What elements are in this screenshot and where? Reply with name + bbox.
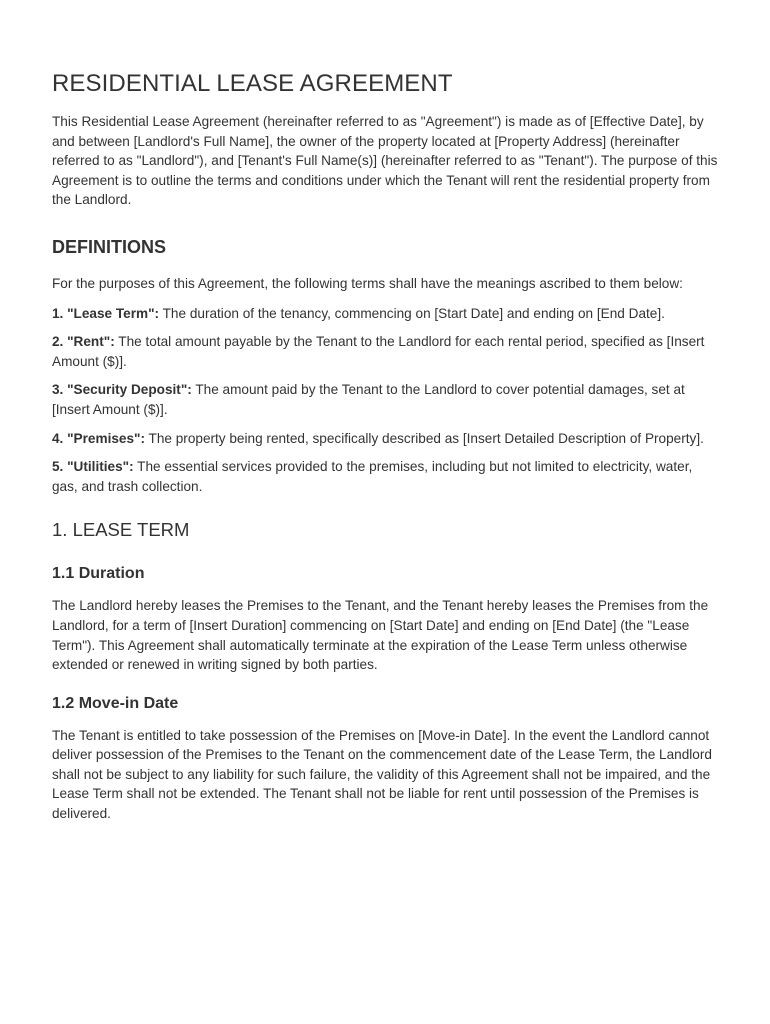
definition-text: The total amount payable by the Tenant to the Landlord for each rental period, specified as [Insert Amount ($)]. xyxy=(52,334,705,369)
move-in-heading: 1.2 Move-in Date xyxy=(52,694,179,712)
duration-heading: 1.1 Duration xyxy=(52,565,145,583)
lease-term-heading: 1. LEASE TERM xyxy=(52,519,190,541)
definitions-intro: For the purposes of this Agreement, the following terms shall have the meanings ascribed to them below: xyxy=(52,275,683,291)
definition-item xyxy=(52,429,718,449)
definition-item xyxy=(52,380,718,419)
move-in-paragraph: The Tenant is entitled to take possession of the Premises on [Move-in Date]. In the event the Landlord cannot deliver possession of the Premises to the Tenant on the commencement date of the Lease Term, the Landlord shall not be subject to any liability for such failure, the validity of this Agreement shall not be impaired, and the Lease Term shall not be extended. The Tenant shall not be liable for rent until possession of the Premises is delivered. xyxy=(52,727,712,822)
definition-term: 1. "Lease Term": xyxy=(52,305,160,321)
definition-text: The essential services provided to the premises, including but not limited to electricity, water, gas, and trash collection. xyxy=(52,459,693,494)
definition-term: 2. "Rent": xyxy=(52,334,115,350)
duration-paragraph: The Landlord hereby leases the Premises to the Tenant, and the Tenant hereby leases the Premises from the Landlord, for a term of [Insert Duration] commencing on [Start Date] and ending on [End Date] (the "Lease Term"). This Agreement shall automatically terminate at the expiration of the Lease Term unless otherwise extended or renewed in writing signed by both parties. xyxy=(52,598,709,673)
intro-paragraph: This Residential Lease Agreement (hereinafter referred to as "Agreement") is made as of [Effective Date], by and between [Landlord's Full Name], the owner of the property located at [Property Address] (hereinafter referred to as "Landlord"), and [Tenant's Full Name(s)] (hereinafter referred to as "Tenant"). The purpose of this Agreement is to outline the terms and conditions under which the Tenant will rent the residential property from the Landlord. xyxy=(52,114,718,208)
definition-term: 5. "Utilities": xyxy=(52,459,134,475)
definition-text: The duration of the tenancy, commencing on [Start Date] and ending on [End Date]. xyxy=(162,305,665,321)
definition-term: 4. "Premises": xyxy=(52,430,145,446)
definition-text: The amount paid by the Tenant to the Landlord to cover potential damages, set at [Insert Amount ($)]. xyxy=(52,382,685,417)
definition-item xyxy=(52,457,718,496)
definition-term: 3. "Security Deposit": xyxy=(52,382,192,398)
definition-text: The property being rented, specifically described as [Insert Detailed Description of Property]. xyxy=(148,430,704,446)
definitions-list xyxy=(52,304,718,497)
definition-item xyxy=(52,332,718,371)
document-title: RESIDENTIAL LEASE AGREEMENT xyxy=(52,70,453,97)
definition-item xyxy=(52,304,718,324)
definitions-heading: DEFINITIONS xyxy=(52,236,167,257)
